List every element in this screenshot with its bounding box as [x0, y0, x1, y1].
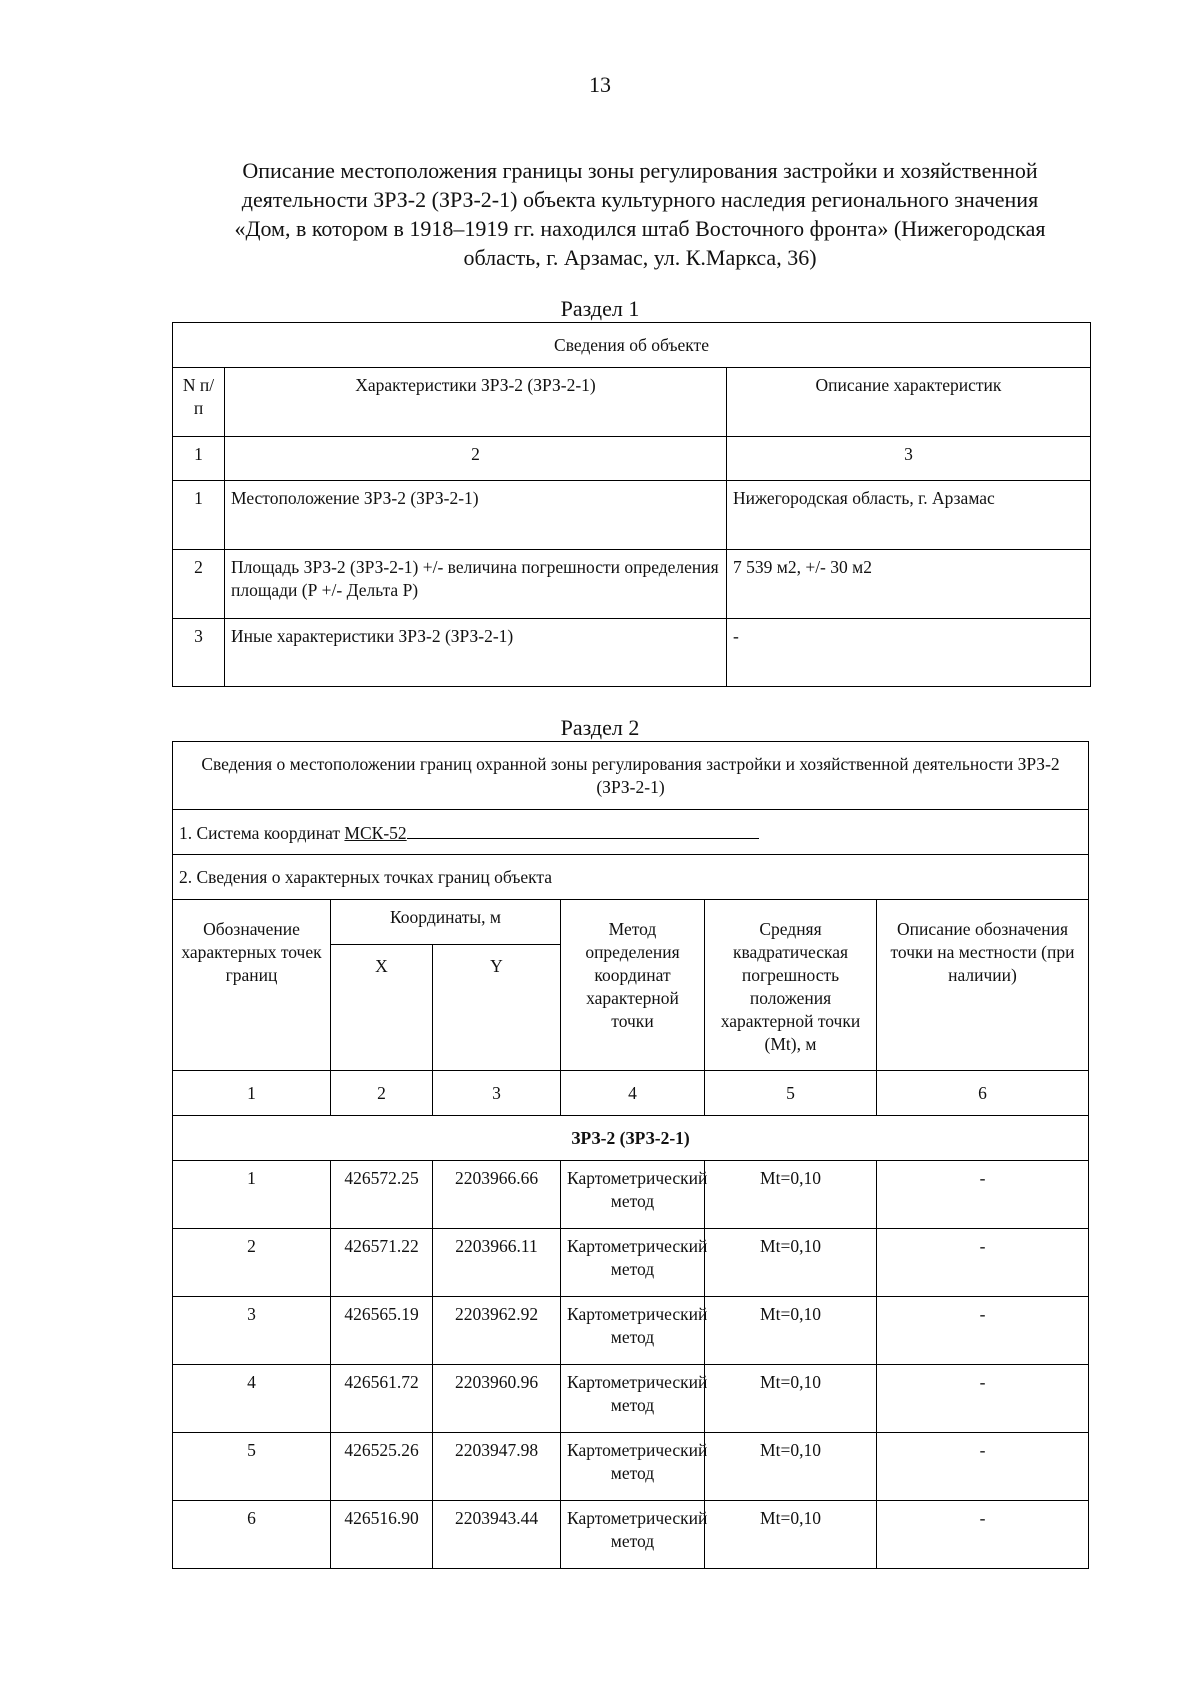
coordinate-system-label: 1. Система координат	[179, 823, 345, 843]
index-cell: 1	[173, 437, 225, 481]
point-method: Картометрический метод	[561, 1433, 705, 1501]
blank-underline	[407, 819, 759, 839]
table-row	[173, 1297, 1089, 1365]
point-x: 426565.19	[331, 1297, 433, 1365]
table-row	[173, 1365, 1089, 1433]
point-number: 5	[173, 1433, 331, 1501]
point-method: Картометрический метод	[561, 1501, 705, 1569]
header-error: Средняя квадратическая погрешность положения характерной точки (Mt), м	[705, 900, 877, 1071]
point-method: Картометрический метод	[561, 1365, 705, 1433]
index-cell: 3	[433, 1071, 561, 1116]
point-y: 2203966.11	[433, 1229, 561, 1297]
point-number: 1	[173, 1161, 331, 1229]
header-num: N п/п	[173, 368, 225, 437]
point-x: 426516.90	[331, 1501, 433, 1569]
row-number: 1	[173, 481, 225, 550]
point-error: Mt=0,10	[705, 1161, 877, 1229]
points-caption: 2. Сведения о характерных точках границ объекта	[173, 855, 1089, 900]
point-description: -	[877, 1501, 1089, 1569]
point-description: -	[877, 1161, 1089, 1229]
header-x: X	[331, 945, 433, 1071]
point-description: -	[877, 1297, 1089, 1365]
title-line: Описание местоположения границы зоны регулирования застройки и хозяйственной	[242, 158, 1038, 183]
boundary-points-table	[172, 741, 1089, 1569]
page-number: 13	[589, 72, 611, 97]
row-description: Нижегородская область, г. Арзамас	[727, 481, 1091, 550]
header-point: Обозначение характерных точек границ	[173, 900, 331, 1071]
header-method: Метод определения координат характерной точки	[561, 900, 705, 1071]
table-row	[173, 481, 1091, 550]
point-number: 6	[173, 1501, 331, 1569]
header-point-description: Описание обозначения точки на местности (при наличии)	[877, 900, 1089, 1071]
index-cell: 2	[225, 437, 727, 481]
index-cell: 3	[727, 437, 1091, 481]
point-x: 426571.22	[331, 1229, 433, 1297]
header-coordinates: Координаты, м	[331, 900, 561, 945]
coordinate-system	[173, 810, 1089, 855]
point-error: Mt=0,10	[705, 1297, 877, 1365]
row-characteristic: Иные характеристики ЗРЗ-2 (ЗРЗ-2-1)	[225, 619, 727, 687]
index-cell: 6	[877, 1071, 1089, 1116]
coordinate-system-value: МСК-52	[344, 823, 407, 843]
point-y: 2203943.44	[433, 1501, 561, 1569]
table-caption: Сведения об объекте	[173, 323, 1091, 368]
point-error: Mt=0,10	[705, 1433, 877, 1501]
table-row	[173, 619, 1091, 687]
index-cell: 1	[173, 1071, 331, 1116]
point-y: 2203960.96	[433, 1365, 561, 1433]
title-line: «Дом, в котором в 1918–1919 гг. находился штаб Восточного фронта» (Нижегородская	[234, 216, 1046, 241]
point-error: Mt=0,10	[705, 1501, 877, 1569]
row-number: 2	[173, 550, 225, 619]
row-description: 7 539 м2, +/- 30 м2	[727, 550, 1091, 619]
section2-heading: Раздел 2	[560, 715, 640, 740]
table-row	[173, 1161, 1089, 1229]
header-y: Y	[433, 945, 561, 1071]
point-error: Mt=0,10	[705, 1229, 877, 1297]
point-method: Картометрический метод	[561, 1297, 705, 1365]
table-row	[173, 1229, 1089, 1297]
point-error: Mt=0,10	[705, 1365, 877, 1433]
row-number: 3	[173, 619, 225, 687]
point-y: 2203962.92	[433, 1297, 561, 1365]
point-x: 426572.25	[331, 1161, 433, 1229]
table-row	[173, 1501, 1089, 1569]
table-caption: Сведения о местоположении границ охранной зоны регулирования застройки и хозяйственной деятельности ЗРЗ-2 (ЗРЗ-2-1)	[173, 742, 1089, 810]
title-line: деятельности ЗРЗ-2 (ЗРЗ-2-1) объекта культурного наследия регионального значения	[241, 187, 1039, 212]
table-row	[173, 550, 1091, 619]
title-line: область, г. Арзамас, ул. К.Маркса, 36)	[463, 245, 817, 270]
header-description: Описание характеристик	[727, 368, 1091, 437]
point-method: Картометрический метод	[561, 1161, 705, 1229]
point-y: 2203966.66	[433, 1161, 561, 1229]
point-y: 2203947.98	[433, 1433, 561, 1501]
point-description: -	[877, 1229, 1089, 1297]
index-cell: 2	[331, 1071, 433, 1116]
index-cell: 4	[561, 1071, 705, 1116]
point-description: -	[877, 1365, 1089, 1433]
section1-heading: Раздел 1	[560, 296, 640, 321]
point-number: 3	[173, 1297, 331, 1365]
point-description: -	[877, 1433, 1089, 1501]
row-characteristic: Площадь ЗРЗ-2 (ЗРЗ-2-1) +/- величина погрешности определения площади (Р +/- Дельта Р)	[225, 550, 727, 619]
row-description: -	[727, 619, 1091, 687]
point-method: Картометрический метод	[561, 1229, 705, 1297]
object-info-table	[172, 322, 1091, 687]
table-row	[173, 1433, 1089, 1501]
point-number: 4	[173, 1365, 331, 1433]
document-title	[180, 156, 1100, 272]
zone-group-label: ЗРЗ-2 (ЗРЗ-2-1)	[173, 1116, 1089, 1161]
point-number: 2	[173, 1229, 331, 1297]
point-x: 426561.72	[331, 1365, 433, 1433]
header-characteristic: Характеристики ЗРЗ-2 (ЗРЗ-2-1)	[225, 368, 727, 437]
index-cell: 5	[705, 1071, 877, 1116]
point-x: 426525.26	[331, 1433, 433, 1501]
row-characteristic: Местоположение ЗРЗ-2 (ЗРЗ-2-1)	[225, 481, 727, 550]
